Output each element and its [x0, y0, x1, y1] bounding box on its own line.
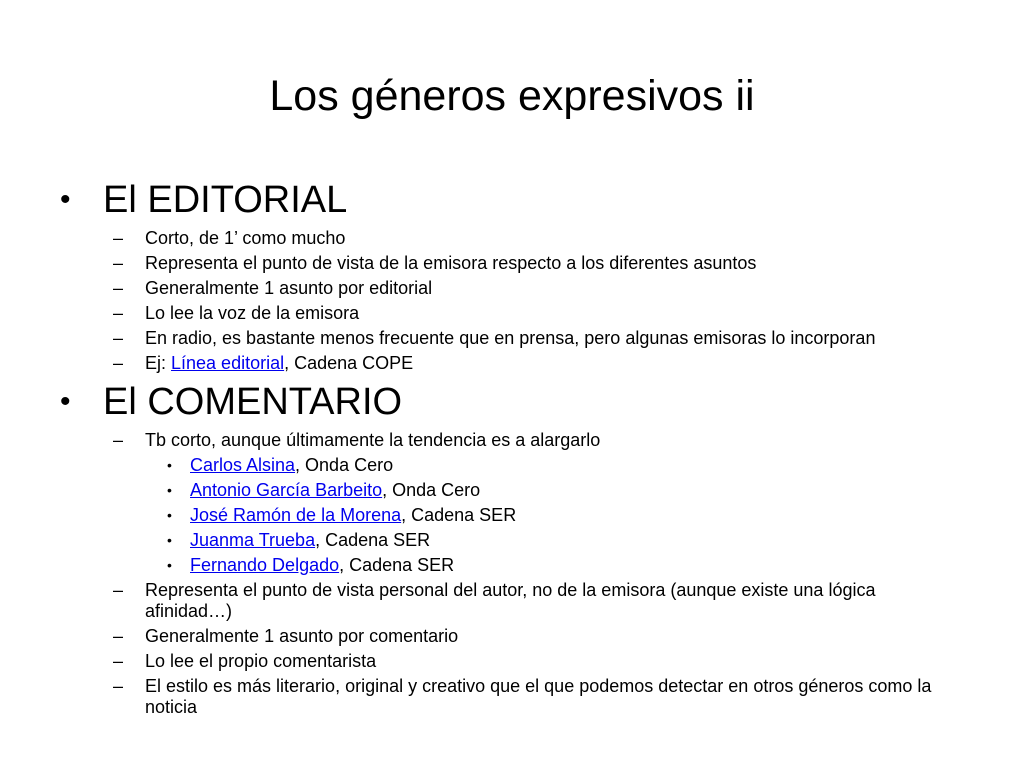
sub-list-item-suffix: , Cadena SER: [315, 530, 431, 550]
sub-bullet-icon: •: [167, 557, 172, 573]
list-item: [60, 328, 960, 349]
dash-icon: –: [113, 228, 124, 248]
dash-icon: –: [113, 328, 124, 348]
link-jose-ramon-de-la-morena[interactable]: José Ramón de la Morena: [190, 505, 402, 525]
list-item-text: Lo lee el propio comentarista: [145, 651, 377, 671]
list-item: [60, 651, 960, 672]
slide-title: Los géneros expresivos ii: [269, 72, 755, 120]
bullet-icon: •: [60, 385, 71, 418]
sub-list-item: [60, 455, 960, 476]
dash-icon: –: [113, 651, 124, 671]
list-item-text: El estilo es más literario, original y creativo que el que podemos detectar en otros géneros como la noticia: [145, 676, 932, 717]
dash-icon: –: [113, 580, 124, 600]
list-item-text: En radio, es bastante menos frecuente que en prensa, pero algunas emisoras lo incorporan: [145, 328, 876, 348]
list-item: [60, 580, 960, 622]
section-heading-text: El COMENTARIO: [103, 381, 403, 423]
slide-content: [60, 178, 960, 722]
sub-bullet-icon: •: [167, 482, 172, 498]
dash-icon: –: [113, 676, 124, 696]
dash-icon: –: [113, 303, 124, 323]
list-item-text: Representa el punto de vista de la emisora respecto a los diferentes asuntos: [145, 253, 757, 273]
sub-list-item-suffix: , Onda Cero: [295, 455, 394, 475]
sub-bullet-icon: •: [167, 532, 172, 548]
sub-list-item: [60, 480, 960, 501]
dash-icon: –: [113, 626, 124, 646]
list-item: [60, 676, 960, 718]
section-heading-text: El EDITORIAL: [103, 179, 348, 221]
dash-icon: –: [113, 253, 124, 273]
link-fernando-delgado[interactable]: Fernando Delgado: [190, 555, 340, 575]
list-item-suffix: , Cadena COPE: [284, 353, 414, 373]
sub-list-item-suffix: , Onda Cero: [382, 480, 481, 500]
list-item: [60, 228, 960, 249]
section-heading-comentario: [60, 380, 960, 424]
link-linea-editorial[interactable]: Línea editorial: [171, 353, 285, 373]
link-antonio-garcia-barbeito[interactable]: Antonio García Barbeito: [190, 480, 383, 500]
sub-list-item: [60, 505, 960, 526]
link-juanma-trueba[interactable]: Juanma Trueba: [190, 530, 316, 550]
sub-bullet-icon: •: [167, 457, 172, 473]
list-item: [60, 626, 960, 647]
list-item-text: Generalmente 1 asunto por editorial: [145, 278, 433, 298]
list-item: [60, 303, 960, 324]
list-item: [60, 353, 960, 374]
list-item-text: Representa el punto de vista personal del autor, no de la emisora (aunque existe una lógica afinidad…): [145, 580, 876, 621]
section-heading-editorial: [60, 178, 960, 222]
sub-list-item: [60, 555, 960, 576]
bullet-icon: •: [60, 183, 71, 216]
sub-list-item: [60, 530, 960, 551]
sub-list-item-suffix: , Cadena SER: [339, 555, 455, 575]
dash-icon: –: [113, 278, 124, 298]
link-carlos-alsina[interactable]: Carlos Alsina: [190, 455, 296, 475]
list-item-prefix: Ej:: [145, 353, 172, 373]
list-item: [60, 278, 960, 299]
list-item: [60, 430, 960, 451]
sub-list-item-suffix: , Cadena SER: [401, 505, 517, 525]
sub-bullet-icon: •: [167, 507, 172, 523]
list-item-text: Corto, de 1’ como mucho: [145, 228, 346, 248]
dash-icon: –: [113, 353, 124, 373]
list-item-text: Generalmente 1 asunto por comentario: [145, 626, 459, 646]
list-item-text: Tb corto, aunque últimamente la tendencia es a alargarlo: [145, 430, 601, 450]
dash-icon: –: [113, 430, 124, 450]
list-item-text: Lo lee la voz de la emisora: [145, 303, 360, 323]
list-item: [60, 253, 960, 274]
